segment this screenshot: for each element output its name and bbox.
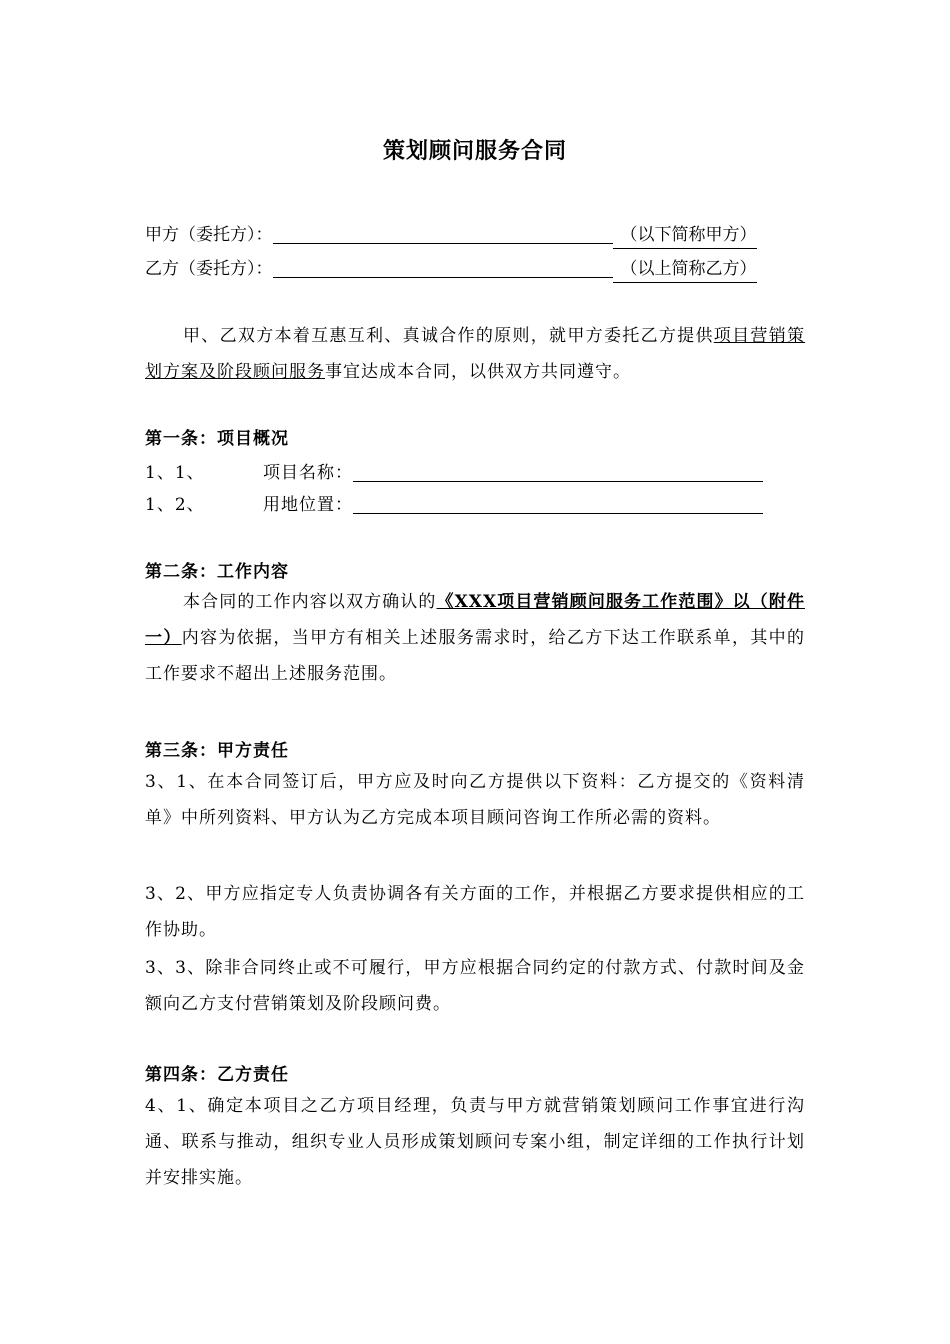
party-a-line [145,222,757,248]
party-a-note: （以下简称甲方） [613,222,757,249]
project-name-blank [353,461,763,482]
article2-text-pre: 本合同的工作内容以双方确认的 [183,592,437,612]
article1-heading: 第一条：项目概况 [145,429,289,449]
intro-text-pre: 甲、乙双方本着互惠互利、真诚合作的原则，就甲方委托乙方提供 [183,326,714,346]
article1-item [145,458,763,483]
article3-item: 3、2、甲方应指定专人负责协调各有关方面的工作，并根据乙方要求提供相应的工作协助。 [145,884,805,940]
article3-item: 3、3、除非合同终止或不可履行，甲方应根据合同约定的付款方式、付款时间及金额向乙方支付营销策划及阶段顾问费。 [145,958,805,1014]
article1-item [145,490,763,515]
intro-paragraph [145,318,805,390]
party-a-label: 甲方（委托方）： [145,225,273,245]
project-name-label: 项目名称： [263,463,353,483]
site-location-label: 用地位置： [263,495,353,515]
article2-text-post: 内容为依据，当甲方有相关上述服务需求时，给乙方下达工作联系单，其中的工作要求不超出上述服务范围。 [145,628,806,684]
site-location-blank [353,493,763,514]
party-b-blank [273,257,613,278]
page-title: 策划顾问服务合同 [382,138,567,164]
article2-heading: 第二条：工作内容 [145,562,289,582]
article3-item: 3、1、在本合同签订后，甲方应及时向乙方提供以下资料：乙方提交的《资料清单》中所列资料、甲方认为乙方完成本项目顾问咨询工作所必需的资料。 [145,772,805,828]
party-b-line [145,256,757,282]
item-number: 1、2、 [145,495,205,515]
article3-heading: 第三条：甲方责任 [145,741,289,761]
party-a-blank [273,223,613,244]
item-number: 1、1、 [145,463,205,483]
article4-item: 4、1、确定本项目之乙方项目经理，负责与甲方就营销策划顾问工作事宜进行沟通、联系与推动，组织专业人员形成策划顾问专案小组，制定详细的工作执行计划并安排实施。 [145,1096,805,1188]
article4-heading: 第四条：乙方责任 [145,1065,289,1085]
intro-text-post: 事宜达成本合同，以供双方共同遵守。 [325,362,631,382]
party-b-label: 乙方（委托方）： [145,259,273,279]
article2-paragraph [145,584,805,692]
party-b-note: （以上简称乙方） [613,256,757,283]
intro-text-underlined: 项目营销策划方案及阶段顾问服务 [145,326,806,382]
article2-attachment-ref: 《XXX项目营销顾问服务工作范围》以（附件一） [145,592,805,648]
